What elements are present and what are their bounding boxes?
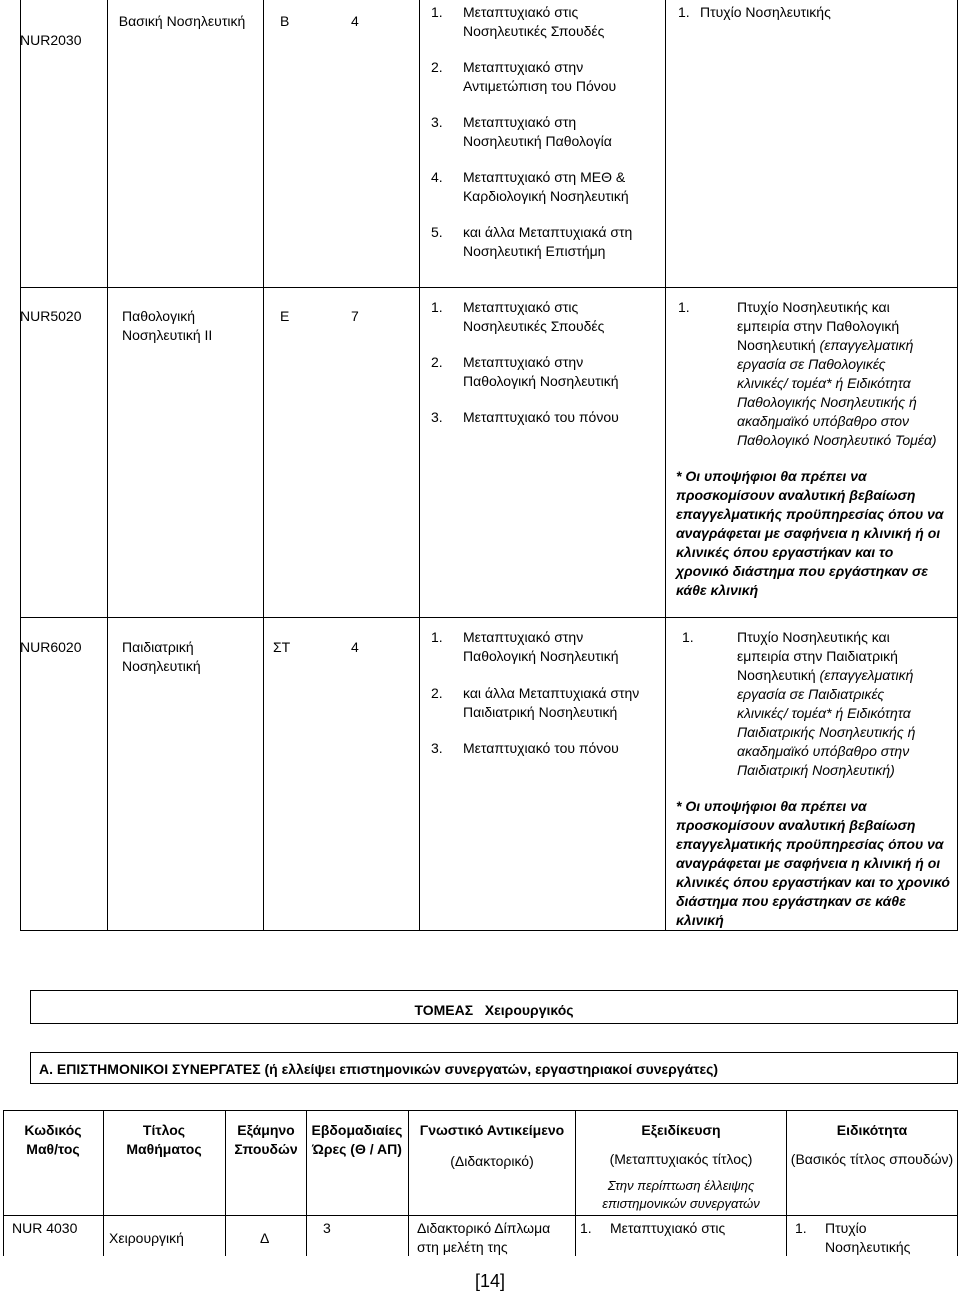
degree-note: * Οι υποψήφιοι θα πρέπει να προσκομίσουν αναλυτική βεβαίωση επαγγελματικής προϋπηρεσίας όπου να αναγράφεται με σαφήνεια η κλινική ή οι κλινικές όπου εργαστήκαν και το χρονικό διάστημα που εργάστηκαν σε κάθε κλινική	[676, 798, 950, 928]
col-header-hours: Εβδομαδιαίες Ώρες (Θ / ΑΠ)	[311, 1122, 403, 1157]
table-border	[225, 1110, 226, 1256]
course-code: NUR5020	[20, 308, 82, 324]
section-subtitle-box	[30, 1052, 958, 1084]
table-border	[408, 1110, 409, 1256]
table-border	[263, 0, 264, 931]
table-border	[3, 1110, 957, 1111]
staff-course-hours: 3	[323, 1220, 331, 1236]
course-title: Παιδιατρική Νοσηλευτική	[122, 639, 201, 674]
col-header-degree: Ειδικότητα (Βασικός τίτλος σπουδών)	[790, 1122, 954, 1167]
staff-course-title: Χειρουργική	[109, 1230, 184, 1246]
section-title: ΤΟΜΕΑΣ Χειρουργικός	[414, 1002, 574, 1018]
course-hours: 7	[351, 308, 359, 324]
col-header-code: Κωδικός Μαθ/τος	[24, 1122, 82, 1157]
staff-course-semester: Δ	[260, 1230, 270, 1246]
course-hours: 4	[351, 639, 359, 655]
degree-detail: (επαγγελματική εργασία σε Παθολογικές κλινικές/ τομέα* ή Ειδικότητα Παθολογικής Νοσηλευτικής ή ακαδημαϊκό υπόβαθρο στον Παθολογικό Νοσηλευτικό Τομέα)	[737, 337, 937, 448]
degree-note: * Οι υποψήφιοι θα πρέπει να προσκομίσουν αναλυτική βεβαίωση επαγγελματικής προϋπηρεσίας όπου να αναγράφεται με σαφήνεια η κλινική ή οι κλινικές όπου εργαστήκαν και το χρονικό διάστημα που εργάστηκαν σε κάθε κλινική	[676, 468, 944, 598]
table-border	[665, 0, 666, 931]
staff-course-code: NUR 4030	[12, 1220, 78, 1236]
col-header-semester: Εξάμηνο Σπουδών	[234, 1122, 298, 1157]
course-code: NUR6020	[20, 639, 82, 655]
page-number: [14]	[474, 1271, 506, 1291]
course-semester: Β	[280, 13, 290, 29]
table-border	[20, 287, 958, 288]
table-border	[419, 0, 420, 931]
table-border	[957, 0, 958, 931]
table-border	[3, 1215, 957, 1216]
col-header-spec: Εξειδίκευση (Μεταπτυχιακός τίτλος) Στην περίπτωση έλλειψης επιστημονικών συνεργατών	[602, 1122, 760, 1211]
section-title-box	[30, 990, 958, 1024]
table-border	[575, 1110, 576, 1256]
table-border	[103, 1110, 104, 1256]
course-title: Βασική Νοσηλευτική	[118, 13, 246, 29]
course-semester: ΣΤ	[273, 639, 291, 655]
col-header-subject: Γνωστικό Αντικείμενο (Διδακτορικό)	[419, 1122, 565, 1169]
staff-course-subject: Διδακτορικό Δίπλωμα στη μελέτη της	[417, 1220, 551, 1255]
table-border	[107, 0, 108, 931]
table-border	[306, 1110, 307, 1256]
table-border	[957, 1110, 958, 1256]
degree-detail: (επαγγελματική εργασία σε Παιδιατρικές κλινικές/ τομέα* ή Ειδικότητα Παιδιατρικής Νοσηλευτικής ή ακαδημαϊκό υπόβαθρο στην Παιδιατρική Νοσηλευτική)	[737, 667, 916, 778]
section-subtitle: Α. ΕΠΙΣΤΗΜΟΝΙΚΟΙ ΣΥΝΕΡΓΑΤΕΣ (ή ελλείψει επιστημονικών συνεργατών, εργαστηριακοί συνεργάτες)	[39, 1061, 719, 1077]
course-hours: 4	[351, 13, 359, 29]
course-title: Παθολογική Νοσηλευτική ΙΙ	[122, 308, 213, 343]
table-border	[786, 1110, 787, 1256]
degree-intro: Πτυχίο Νοσηλευτικής και εμπειρία στην Παιδιατρική Νοσηλευτική	[737, 629, 898, 683]
course-semester: Ε	[280, 308, 290, 324]
course-code: NUR2030	[20, 32, 82, 48]
degree-intro: Πτυχίο Νοσηλευτικής και εμπειρία στην Παθολογική Νοσηλευτική	[737, 299, 900, 353]
table-border	[20, 0, 21, 931]
table-border	[20, 930, 958, 931]
table-border	[3, 1110, 4, 1256]
table-border	[20, 617, 958, 618]
col-header-title: Τίτλος Μαθήματος	[126, 1122, 202, 1157]
